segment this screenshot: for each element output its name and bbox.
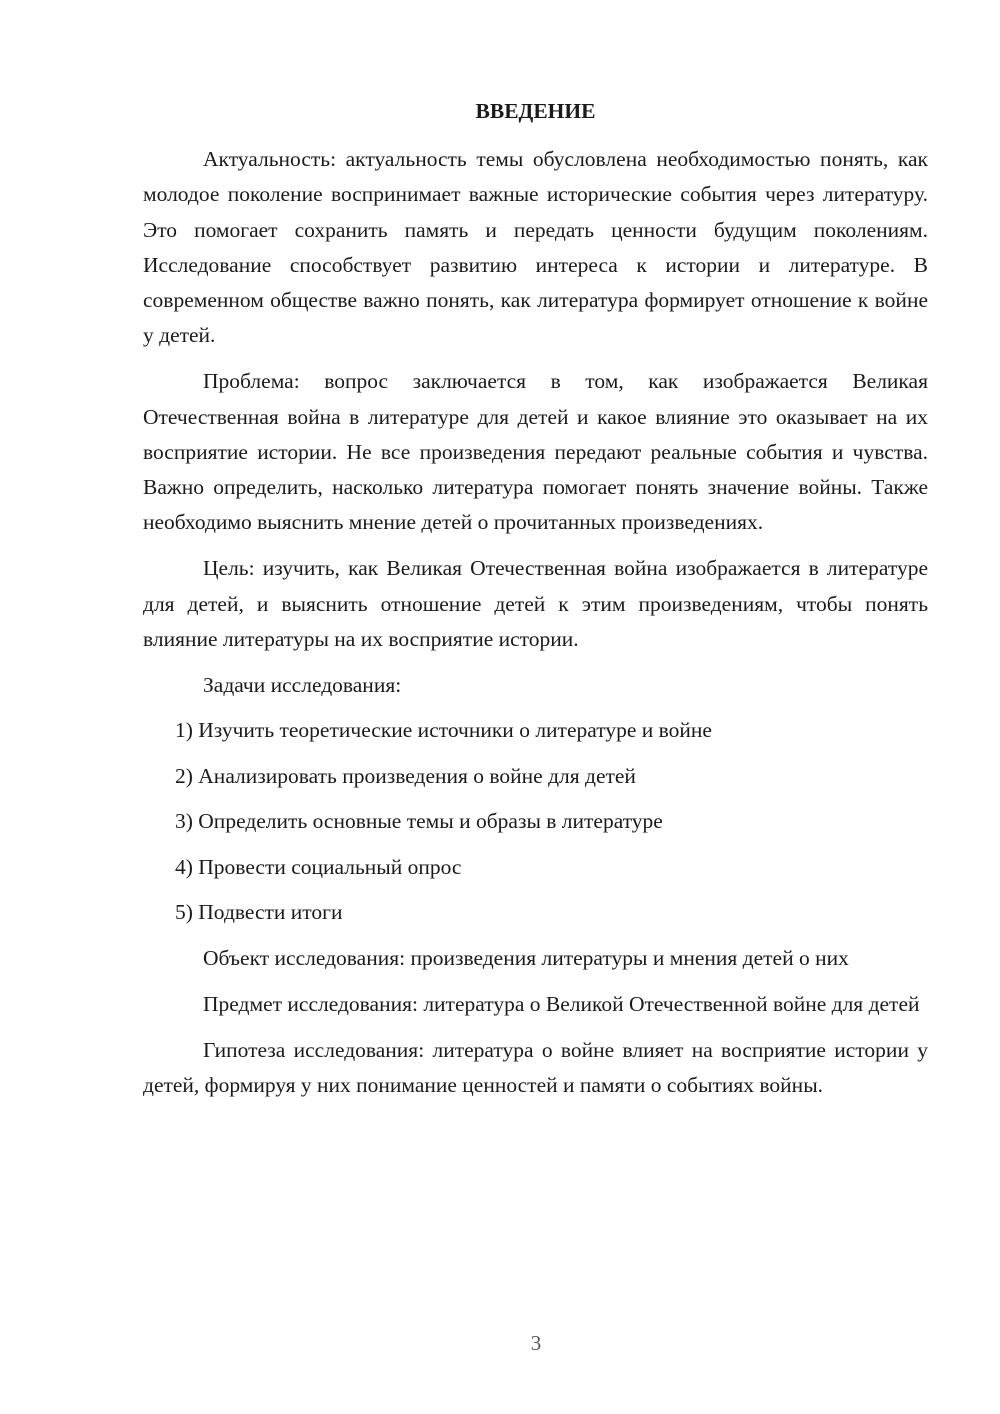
problem-paragraph: Проблема: вопрос заключается в том, как изображается Великая Отечественная война в литературе для детей и какое влияние это оказывает на их восприятие истории. Не все произведения передают реальные события и чувства. Важно определить, насколько литература помогает понять значение войны. Также необходимо выяснить мнение детей о прочитанных произведениях.: [143, 369, 928, 535]
tasks-heading: Задачи исследования:: [203, 672, 402, 697]
section-title: ВВЕДЕНИЕ: [475, 99, 596, 123]
tasks-list: [143, 713, 928, 930]
object-paragraph: Объект исследования: произведения литературы и мнения детей о них: [203, 945, 849, 970]
page-number: 3: [530, 1331, 542, 1355]
goal-paragraph: Цель: изучить, как Великая Отечественная война изображается в литературе для детей, и выяснить отношение детей к этим произведениям, чтобы понять влияние литературы на их восприятие истории.: [143, 556, 928, 651]
list-item: 1) Изучить теоретические источники о литературе и войне: [175, 718, 712, 743]
list-item: 2) Анализировать произведения о войне для детей: [175, 763, 636, 788]
list-item: 3) Определить основные темы и образы в литературе: [175, 809, 663, 834]
hypothesis-paragraph: Гипотеза исследования: литература о войне влияет на восприятие истории у детей, формируя у них понимание ценностей и памяти о событиях войны.: [143, 1037, 928, 1097]
relevance-paragraph: Актуальность: актуальность темы обусловлена необходимостью понять, как молодое поколение воспринимает важные исторические события через литературу. Это помогает сохранить память и передать ценности будущим поколениям. Исследование способствует развитию интереса к истории и литературе. В современном обществе важно понять, как литература формирует отношение к войне у детей.: [143, 147, 928, 348]
list-item: 5) Подвести итоги: [175, 900, 343, 925]
subject-paragraph: Предмет исследования: литература о Великой Отечественной войне для детей: [203, 991, 920, 1016]
document-page: [143, 94, 928, 1114]
list-item: 4) Провести социальный опрос: [175, 854, 462, 879]
